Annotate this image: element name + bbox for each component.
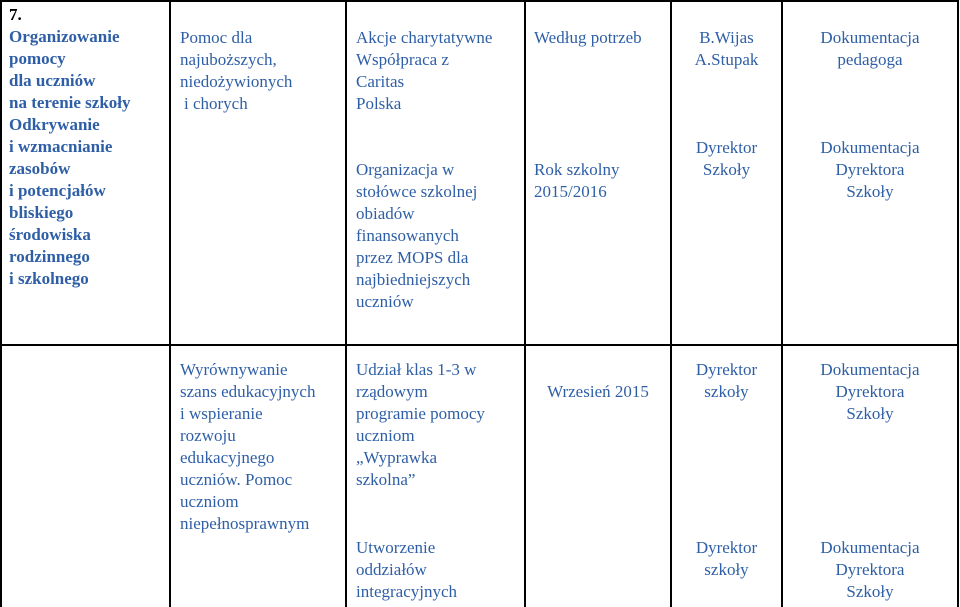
forms-line: uczniom (356, 426, 415, 445)
responsible-cell-1a (672, 27, 781, 71)
documentation-line: Dokumentacja (820, 28, 920, 47)
section-title (9, 4, 131, 290)
documentation-cell-1b (783, 137, 957, 203)
section-line: pomocy (9, 49, 66, 68)
forms-line: finansowanych (356, 226, 459, 245)
forms-line: „Wyprawka (356, 448, 438, 467)
documentation-line: Dokumentacja (820, 360, 920, 379)
forms-cell-2b (356, 537, 457, 603)
responsible-line: Dyrektor (695, 360, 758, 379)
forms-line: Caritas (356, 72, 405, 91)
task-line: rozwoju (180, 426, 236, 445)
forms-line: stołówce szkolnej (356, 182, 478, 201)
col-divider-5 (781, 0, 783, 607)
task-cell-1 (180, 27, 292, 115)
documentation-line: Dokumentacja (820, 138, 920, 157)
border-right (957, 0, 959, 607)
task-line: i chorych (184, 94, 248, 113)
responsible-line: szkoły (704, 382, 749, 401)
section-line: Odkrywanie (9, 115, 100, 134)
forms-line: Udział klas 1-3 w (356, 360, 477, 379)
documentation-cell-2a (783, 359, 957, 425)
term-cell-1b (534, 159, 619, 203)
section-line: na terenie szkoły (9, 93, 131, 112)
task-cell-2 (180, 359, 315, 535)
documentation-cell-1a (783, 27, 957, 71)
responsible-cell-2b (672, 537, 781, 581)
task-line: uczniów. Pomoc (180, 470, 293, 489)
section-line: i wzmacnianie (9, 137, 113, 156)
col-divider-2 (345, 0, 347, 607)
documentation-line: Szkoły (846, 404, 894, 423)
section-line: Organizowanie (9, 27, 120, 46)
term-text: Wrzesień 2015 (547, 382, 649, 401)
section-line: i szkolnego (9, 269, 89, 288)
forms-line: Utworzenie (356, 538, 436, 557)
row-divider (0, 344, 959, 346)
forms-line: oddziałów (356, 560, 427, 579)
task-line: uczniom (180, 492, 239, 511)
forms-line: uczniów (356, 292, 414, 311)
documentation-line: pedagoga (837, 50, 903, 69)
responsible-line: A.Stupak (694, 50, 759, 69)
col-divider-1 (169, 0, 171, 607)
task-line: Pomoc dla (180, 28, 253, 47)
forms-line: Organizacja w (356, 160, 455, 179)
task-line: edukacyjnego (180, 448, 275, 467)
responsible-line: Dyrektor (695, 138, 758, 157)
task-line: i wspieranie (180, 404, 263, 423)
forms-line: Współpraca z (356, 50, 449, 69)
responsible-cell-2a (672, 359, 781, 403)
border-left (0, 0, 2, 607)
forms-line: rządowym (356, 382, 428, 401)
documentation-line: Dokumentacja (820, 538, 920, 557)
border-top (0, 0, 959, 2)
task-line: najuboższych, (180, 50, 277, 69)
documentation-line: Dyrektora (835, 160, 905, 179)
col-divider-4 (670, 0, 672, 607)
section-line: zasobów (9, 159, 71, 178)
documentation-line: Dyrektora (835, 560, 905, 579)
term-text: Według potrzeb (534, 28, 642, 47)
forms-line: obiadów (356, 204, 415, 223)
task-line: szans edukacyjnych (180, 382, 316, 401)
section-line: rodzinnego (9, 247, 90, 266)
col-divider-3 (524, 0, 526, 607)
forms-line: integracyjnych (356, 582, 458, 601)
term-cell-2 (526, 381, 670, 403)
task-line: niepełnosprawnym (180, 514, 310, 533)
section-line: i potencjałów (9, 181, 106, 200)
forms-cell-2a (356, 359, 485, 491)
term-line: 2015/2016 (534, 182, 607, 201)
forms-line: najbiedniejszych (356, 270, 471, 289)
task-line: niedożywionych (180, 72, 293, 91)
documentation-line: Szkoły (846, 182, 894, 201)
documentation-line: Dyrektora (835, 382, 905, 401)
forms-cell-1b (356, 159, 477, 313)
section-number: 7. (9, 5, 22, 24)
forms-cell-1a (356, 27, 492, 115)
documentation-cell-2b (783, 537, 957, 603)
term-cell-1a (534, 27, 642, 49)
section-line: dla uczniów (9, 71, 96, 90)
documentation-line: Szkoły (846, 582, 894, 601)
forms-line: szkolna” (356, 470, 416, 489)
responsible-line: Dyrektor (695, 538, 758, 557)
responsible-line: szkoły (704, 560, 749, 579)
responsible-line: Szkoły (702, 160, 751, 179)
task-line: Wyrównywanie (180, 360, 288, 379)
forms-line: przez MOPS dla (356, 248, 469, 267)
responsible-line: B.Wijas (699, 28, 754, 47)
forms-line: Polska (356, 94, 402, 113)
forms-line: programie pomocy (356, 404, 485, 423)
section-line: bliskiego (9, 203, 74, 222)
term-line: Rok szkolny (534, 160, 620, 179)
responsible-cell-1b (672, 137, 781, 181)
forms-line: Akcje charytatywne (356, 28, 493, 47)
section-line: środowiska (9, 225, 91, 244)
